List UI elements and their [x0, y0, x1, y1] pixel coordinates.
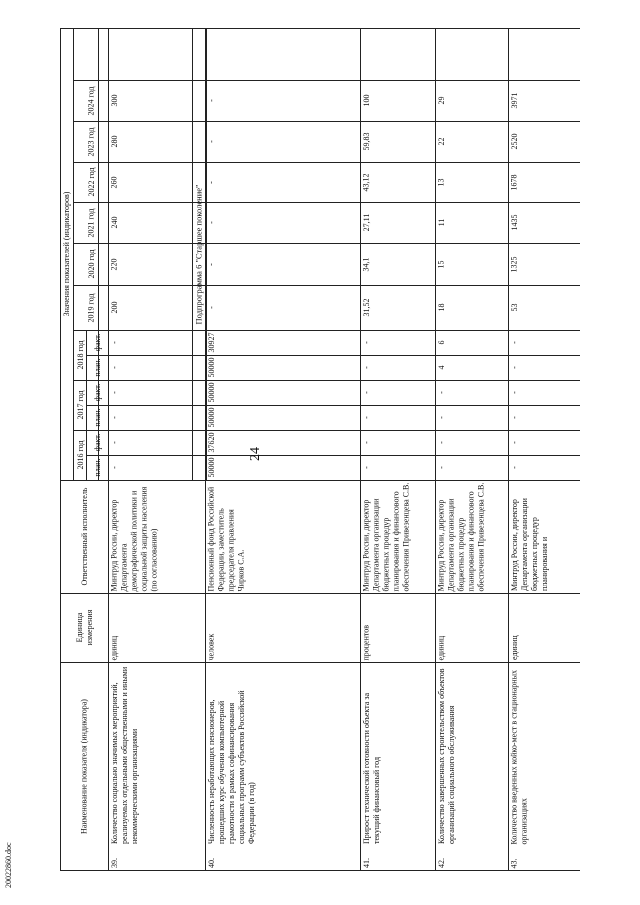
- row-value: [207, 123, 230, 160]
- row-value: [110, 382, 133, 403]
- page-number: 24: [248, 447, 263, 461]
- footer-document-code: 20022860.doc: [4, 842, 13, 888]
- row-value: [362, 82, 385, 119]
- header-year-2016: [75, 432, 85, 478]
- row-unit: [110, 595, 194, 660]
- row-value: [207, 332, 230, 353]
- header-year-2022: [75, 164, 107, 200]
- row-value: [362, 164, 385, 200]
- row-value-text: 50000: [206, 457, 216, 478]
- row-indicator-name-text: Прирост технической готовности объекта за текущий финансовый год: [361, 692, 381, 844]
- row-value: [362, 245, 385, 283]
- row-unit: [437, 595, 507, 660]
- row-indicator-name-text: Количество социально значимых мероприятий, реализуемых отдельными общественными и иными некоммерческими организациями: [109, 666, 139, 844]
- table-rule: [73, 162, 580, 163]
- header-year-2019-text: 2019 год: [86, 293, 95, 322]
- row-number: [362, 848, 434, 868]
- row-value-text: -: [206, 306, 216, 309]
- row-number-text: 43.: [509, 858, 519, 868]
- row-value-text: -: [436, 466, 446, 469]
- header-plan-0: [88, 457, 107, 478]
- row-value-text: -: [109, 341, 119, 344]
- row-value: [207, 357, 230, 378]
- header-fact-5-text: факт.: [92, 333, 102, 352]
- row-value-text: -: [206, 262, 216, 266]
- table-rule: [435, 28, 436, 870]
- row-value: [207, 407, 230, 428]
- row-value-text: 300: [109, 94, 119, 107]
- row-number-text: 41.: [361, 858, 371, 868]
- row-responsible-text: Минтруд России, директор Департамента демографической политики и социальной защиты населения (по согласованию): [109, 486, 159, 591]
- row-value: [110, 332, 133, 353]
- header-plan-2-text: план.: [92, 408, 102, 427]
- row-value: [437, 287, 460, 328]
- row-value: [362, 332, 385, 353]
- row-value: [437, 457, 460, 478]
- header-fact-3-text: факт.: [92, 383, 102, 402]
- header-year-2022-text: 2022 год: [86, 167, 95, 197]
- row-value: [362, 287, 385, 328]
- row-value: [437, 382, 460, 403]
- table-rule: [60, 870, 580, 871]
- header-year-2020-text: 2020 год: [86, 249, 95, 279]
- row-indicator-name-text: Количество завершенных строительством объектов организаций социального обслуживания: [436, 668, 456, 844]
- row-value-text: -: [109, 441, 119, 444]
- row-value-text: 100: [361, 94, 371, 107]
- row-value-text: -: [509, 391, 519, 394]
- row-value: [437, 204, 460, 241]
- table-rule: [360, 28, 361, 870]
- header-year-2016-text: 2016 год: [75, 440, 84, 470]
- row-value-text: -: [509, 341, 519, 344]
- header-fact-1-text: факт.: [92, 433, 102, 452]
- header-values-group-text: Значения показателей (индикаторов): [61, 191, 71, 317]
- header-plan-2: [88, 407, 107, 428]
- row-value-text: -: [436, 391, 446, 394]
- row-value-text: 34,1: [361, 257, 371, 271]
- row-unit-text: человек: [206, 633, 216, 660]
- table-rule: [73, 285, 580, 286]
- row-value: [207, 382, 230, 403]
- row-responsible: [110, 482, 194, 591]
- row-value-text: 4: [436, 365, 446, 370]
- row-responsible: [362, 482, 434, 591]
- row-value: [110, 407, 133, 428]
- row-value: [110, 204, 133, 241]
- table-rule: [60, 593, 580, 594]
- row-value: [510, 287, 533, 328]
- row-value-text: -: [361, 466, 371, 469]
- row-number: [110, 848, 194, 868]
- row-value-text: -: [361, 416, 371, 419]
- row-value: [510, 245, 533, 283]
- row-value-text: 1435: [509, 214, 519, 231]
- table-rule: [73, 330, 580, 331]
- row-value: [437, 332, 460, 353]
- row-value: [510, 432, 533, 453]
- row-value: [510, 123, 533, 160]
- row-value: [362, 457, 385, 478]
- row-value: [207, 204, 230, 241]
- header-year-2023-text: 2023 год: [86, 127, 95, 156]
- row-value-text: 200: [109, 301, 119, 314]
- table-rule: [86, 355, 580, 356]
- row-indicator-name: [362, 664, 434, 844]
- header-responsible: [62, 482, 107, 591]
- row-value-text: 50000: [206, 357, 216, 378]
- row-indicator-name: [207, 664, 359, 844]
- row-value-text: -: [361, 366, 371, 369]
- header-responsible-text: Ответственный исполнитель: [79, 487, 88, 586]
- header-year-2018-text: 2018 год: [75, 340, 84, 370]
- table-rule: [73, 121, 580, 122]
- row-unit: [510, 595, 579, 660]
- row-value-text: 31,52: [361, 298, 371, 317]
- row-value-text: 13: [436, 178, 446, 186]
- row-value-text: -: [361, 341, 371, 344]
- header-plan-0-text: план.: [92, 458, 102, 477]
- row-value-text: 50000: [206, 407, 216, 428]
- table-rule: [73, 80, 580, 81]
- row-number: [510, 848, 579, 868]
- row-value-text: 18: [436, 303, 446, 312]
- header-year-2020: [75, 245, 107, 283]
- row-value: [510, 332, 533, 353]
- header-indicator-name-text: Наименование показателя (индикатора): [79, 698, 88, 834]
- table-rule: [60, 28, 580, 29]
- row-value-text: -: [361, 441, 371, 444]
- row-value: [110, 287, 133, 328]
- row-value: [362, 382, 385, 403]
- row-value: [362, 123, 385, 160]
- row-number-text: 42.: [436, 858, 446, 868]
- header-year-2023: [75, 123, 107, 160]
- row-value-text: 30927: [206, 332, 216, 353]
- row-value-text: 1325: [509, 256, 519, 272]
- header-fact-5: [88, 332, 107, 353]
- row-value-text: -: [509, 366, 519, 369]
- row-responsible-text: Минтруд России, директор Департамента организации бюджетных процедур планирования и финансового обеспечения Привезенцева С.В.: [361, 482, 411, 591]
- row-value-text: 280: [109, 135, 119, 148]
- row-value-text: 27,11: [361, 213, 371, 232]
- row-value-text: -: [206, 99, 216, 102]
- subprogram-title-text: Подпрограмма 6 "Старшее поколение": [193, 183, 204, 325]
- row-value: [110, 82, 133, 119]
- row-value: [437, 245, 460, 283]
- row-value: [110, 357, 133, 378]
- row-value-text: 53: [509, 303, 519, 312]
- row-value: [510, 457, 533, 478]
- row-responsible-text: Минтруд России, директор Департамента организации бюджетных процедур планирования и финансового обеспечения Привезенцева С.В.: [436, 482, 486, 591]
- row-value-text: 3971: [509, 92, 519, 109]
- row-indicator-name-text: Численность неработающих пенсионеров, прошедших курс обучения компьютерной грамотности в рамках софинансирования социальных программ субъектов Российской Федерации (в год): [206, 690, 256, 844]
- table-rule: [60, 480, 580, 481]
- row-number-text: 39.: [109, 858, 119, 868]
- row-value-text: -: [109, 391, 119, 394]
- row-value: [362, 432, 385, 453]
- row-responsible-text: Минтруд России, директор Департамента организации бюджетных процедур планирования и: [509, 498, 549, 591]
- row-value-text: 22: [436, 137, 446, 146]
- row-value-text: -: [206, 180, 216, 184]
- row-value-text: -: [509, 466, 519, 469]
- row-indicator-name: [110, 664, 194, 844]
- table-rule: [73, 202, 580, 203]
- header-year-2024-text: 2024 год: [86, 86, 95, 115]
- header-year-2021-text: 2021 год: [86, 208, 95, 237]
- header-values-group: [62, 30, 72, 478]
- row-value-text: 220: [109, 258, 119, 270]
- row-value: [437, 357, 460, 378]
- header-year-2021: [75, 204, 107, 241]
- row-responsible-text: Пенсионный фонд Российской Федерации, заместитель председателя правления Чирков С.А.: [206, 486, 246, 591]
- row-value-text: -: [509, 416, 519, 419]
- table-rule: [86, 330, 87, 480]
- row-value: [362, 357, 385, 378]
- row-value: [110, 457, 133, 478]
- table-rule: [73, 430, 580, 431]
- table-rule: [108, 28, 109, 870]
- header-year-2024: [75, 82, 107, 119]
- row-value-text: 50000: [206, 382, 216, 403]
- row-value-text: 11: [436, 218, 446, 227]
- header-plan-4-text: план.: [92, 358, 102, 377]
- row-number: [437, 848, 507, 868]
- row-responsible: [207, 482, 359, 591]
- row-value-text: 59,83: [361, 132, 371, 151]
- row-value-text: -: [206, 140, 216, 143]
- table-rule: [86, 455, 580, 456]
- row-value-text: -: [109, 466, 119, 469]
- header-indicator-name: [62, 664, 107, 868]
- row-responsible: [437, 482, 507, 591]
- table-rule: [73, 243, 580, 244]
- row-indicator-name-text: Количество введенных койко-мест в стационарных организациях: [509, 669, 529, 844]
- row-unit-text: единиц: [436, 635, 446, 660]
- row-unit-text: единиц: [509, 635, 519, 660]
- row-unit-text: единиц: [109, 635, 119, 660]
- row-indicator-name: [437, 664, 507, 844]
- row-value-text: -: [436, 441, 446, 444]
- row-value: [437, 123, 460, 160]
- row-value: [207, 287, 230, 328]
- row-value: [510, 82, 533, 119]
- row-value-text: 1678: [509, 174, 519, 190]
- row-unit: [207, 595, 359, 660]
- row-value: [510, 382, 533, 403]
- row-value: [437, 407, 460, 428]
- header-plan-4: [88, 357, 107, 378]
- row-value: [110, 432, 133, 453]
- row-value: [110, 164, 133, 200]
- row-value: [207, 432, 230, 453]
- subprogram-title: [194, 30, 205, 478]
- header-year-2019: [75, 287, 107, 328]
- row-unit-text: процентов: [361, 624, 371, 660]
- table-rule: [60, 662, 580, 663]
- row-number: [207, 848, 359, 868]
- row-value-text: 29: [436, 96, 446, 105]
- row-value-text: 37620: [206, 432, 216, 453]
- row-value: [207, 457, 230, 478]
- row-value: [510, 204, 533, 241]
- row-value-text: -: [109, 416, 119, 419]
- table-rule: [205, 28, 206, 870]
- table-rule: [192, 28, 193, 480]
- row-value-text: 15: [436, 260, 446, 268]
- row-value: [207, 245, 230, 283]
- row-value-text: 6: [436, 340, 446, 345]
- row-value: [207, 82, 230, 119]
- header-fact-3: [88, 382, 107, 403]
- row-value: [362, 204, 385, 241]
- row-value: [207, 164, 230, 200]
- row-value-text: -: [509, 441, 519, 444]
- row-responsible: [510, 482, 579, 591]
- row-value: [362, 407, 385, 428]
- row-value-text: -: [206, 221, 216, 224]
- row-value: [437, 164, 460, 200]
- header-year-2017-text: 2017 год: [75, 390, 84, 420]
- row-value-text: -: [361, 391, 371, 394]
- row-value-text: 43,12: [361, 173, 371, 191]
- row-indicator-name: [510, 664, 579, 844]
- row-value: [437, 82, 460, 119]
- header-unit: [62, 595, 107, 660]
- table-rule: [86, 405, 580, 406]
- row-value-text: -: [109, 366, 119, 369]
- header-year-2017: [75, 382, 85, 428]
- row-value: [437, 432, 460, 453]
- header-fact-1: [88, 432, 107, 453]
- row-value-text: 2520: [509, 133, 519, 150]
- row-value-text: 240: [109, 216, 119, 229]
- row-value: [510, 357, 533, 378]
- header-year-2018: [75, 332, 85, 378]
- row-value: [110, 123, 133, 160]
- row-value-text: 260: [109, 176, 119, 188]
- row-value: [510, 164, 533, 200]
- header-unit-text: Единица измерения: [74, 609, 93, 646]
- row-unit: [362, 595, 434, 660]
- row-value: [110, 245, 133, 283]
- row-number-text: 40.: [206, 858, 216, 868]
- row-value: [510, 407, 533, 428]
- row-value-text: -: [436, 416, 446, 419]
- table-rule: [73, 380, 580, 381]
